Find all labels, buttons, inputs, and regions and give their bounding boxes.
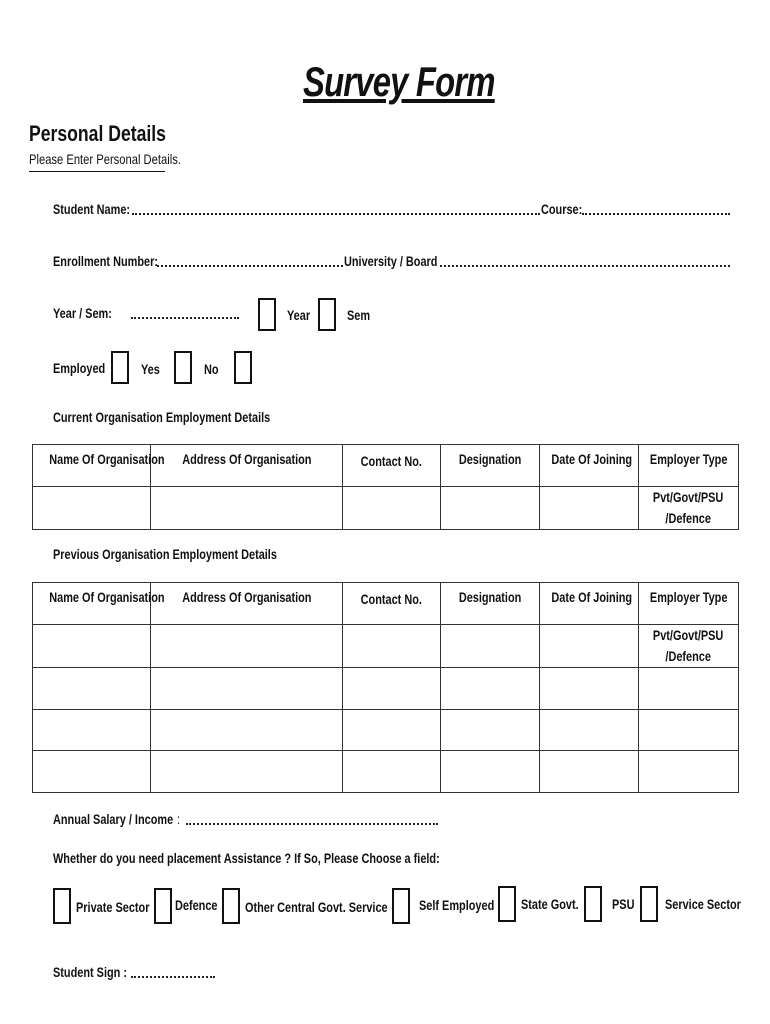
header-date-of-joining: Date Of Joining bbox=[551, 451, 633, 467]
state-govt-checkbox[interactable] bbox=[498, 886, 516, 922]
psu-checkbox[interactable] bbox=[584, 886, 602, 922]
cell-date-of-joining[interactable] bbox=[540, 668, 639, 710]
cell-designation[interactable] bbox=[441, 625, 540, 668]
sem-checkbox[interactable] bbox=[318, 298, 336, 331]
course-field[interactable] bbox=[582, 213, 730, 215]
cell-date-of-joining[interactable] bbox=[540, 710, 639, 751]
table-header-row bbox=[33, 445, 739, 487]
annual-salary-colon: : bbox=[177, 811, 181, 827]
employer-type-value-line2: /Defence bbox=[665, 648, 712, 664]
employer-type-value-line2: /Defence bbox=[665, 510, 712, 526]
annual-salary-field[interactable] bbox=[186, 823, 438, 825]
employed-label: Employed bbox=[53, 360, 106, 376]
self-employed-checkbox[interactable] bbox=[392, 888, 410, 924]
cell-name[interactable] bbox=[33, 710, 151, 751]
header-designation: Designation bbox=[458, 451, 522, 467]
employed-yes-checkbox[interactable] bbox=[111, 351, 129, 384]
service-sector-checkbox[interactable] bbox=[640, 886, 658, 922]
cell-employer-type[interactable] bbox=[639, 625, 739, 668]
self-employed-label: Self Employed bbox=[419, 897, 495, 913]
table-header-row bbox=[33, 583, 739, 625]
header-designation: Designation bbox=[458, 589, 522, 605]
previous-employment-table bbox=[32, 582, 739, 793]
cell-date-of-joining[interactable] bbox=[540, 487, 639, 530]
page-title: Survey Form bbox=[303, 58, 495, 105]
year-sem-label: Year / Sem: bbox=[53, 305, 112, 321]
table-row bbox=[33, 625, 739, 668]
service-sector-label: Service Sector bbox=[665, 896, 741, 912]
cell-designation[interactable] bbox=[441, 668, 540, 710]
header-contact-no: Contact No. bbox=[360, 453, 423, 469]
section-subheading-personal: Please Enter Personal Details. bbox=[29, 151, 181, 167]
header-name-of-organisation: Name Of Organisation bbox=[49, 589, 165, 605]
cell-address[interactable] bbox=[151, 487, 343, 530]
private-sector-checkbox[interactable] bbox=[53, 888, 71, 924]
table-row bbox=[33, 751, 739, 793]
cell-designation[interactable] bbox=[441, 487, 540, 530]
header-address-of-organisation: Address Of Organisation bbox=[181, 451, 312, 467]
table-row bbox=[33, 668, 739, 710]
header-name-of-organisation: Name Of Organisation bbox=[49, 451, 165, 467]
no-label: No bbox=[204, 361, 219, 377]
student-sign-label: Student Sign : bbox=[53, 964, 128, 980]
student-name-label: Student Name: bbox=[53, 201, 131, 217]
header-employer-type: Employer Type bbox=[649, 589, 728, 605]
table-row bbox=[33, 487, 739, 530]
other-central-govt-checkbox[interactable] bbox=[222, 888, 240, 924]
cell-name[interactable] bbox=[33, 625, 151, 668]
enrollment-label: Enrollment Number: bbox=[53, 253, 158, 269]
current-employment-heading: Current Organisation Employment Details bbox=[53, 409, 271, 425]
state-govt-label: State Govt. bbox=[521, 896, 579, 912]
student-name-field[interactable] bbox=[132, 213, 540, 215]
cell-employer-type[interactable] bbox=[639, 710, 739, 751]
cell-name[interactable] bbox=[33, 668, 151, 710]
enrollment-field[interactable] bbox=[157, 265, 343, 267]
cell-date-of-joining[interactable] bbox=[540, 751, 639, 793]
other-central-govt-label: Other Central Govt. Service bbox=[245, 899, 388, 915]
yes-label: Yes bbox=[141, 361, 160, 377]
cell-contact[interactable] bbox=[343, 710, 441, 751]
cell-employer-type[interactable] bbox=[639, 751, 739, 793]
cell-employer-type[interactable] bbox=[639, 487, 739, 530]
year-checkbox[interactable] bbox=[258, 298, 276, 331]
cell-address[interactable] bbox=[151, 625, 343, 668]
header-contact-no: Contact No. bbox=[360, 591, 423, 607]
cell-address[interactable] bbox=[151, 710, 343, 751]
cell-employer-type[interactable] bbox=[639, 668, 739, 710]
cell-contact[interactable] bbox=[343, 625, 441, 668]
student-sign-field[interactable] bbox=[131, 976, 215, 978]
psu-label: PSU bbox=[612, 896, 635, 912]
annual-salary-label: Annual Salary / Income bbox=[53, 811, 174, 827]
private-sector-label: Private Sector bbox=[76, 899, 150, 915]
table-row bbox=[33, 710, 739, 751]
defence-label: Defence bbox=[175, 897, 218, 913]
employed-extra-checkbox[interactable] bbox=[234, 351, 252, 384]
header-employer-type: Employer Type bbox=[649, 451, 728, 467]
cell-contact[interactable] bbox=[343, 751, 441, 793]
header-date-of-joining: Date Of Joining bbox=[551, 589, 633, 605]
previous-employment-heading: Previous Organisation Employment Details bbox=[53, 546, 277, 562]
cell-designation[interactable] bbox=[441, 710, 540, 751]
cell-contact[interactable] bbox=[343, 668, 441, 710]
section-heading-personal: Personal Details bbox=[29, 121, 166, 146]
course-label: Course: bbox=[541, 201, 583, 217]
defence-checkbox[interactable] bbox=[154, 888, 172, 924]
employer-type-value-line1: Pvt/Govt/PSU bbox=[653, 627, 724, 643]
subheading-underline bbox=[29, 171, 165, 172]
university-field[interactable] bbox=[440, 265, 730, 267]
header-address-of-organisation: Address Of Organisation bbox=[181, 589, 312, 605]
year-option-label: Year bbox=[287, 307, 311, 323]
year-sem-field[interactable] bbox=[131, 317, 239, 319]
cell-contact[interactable] bbox=[343, 487, 441, 530]
cell-name[interactable] bbox=[33, 751, 151, 793]
cell-designation[interactable] bbox=[441, 751, 540, 793]
cell-address[interactable] bbox=[151, 751, 343, 793]
cell-address[interactable] bbox=[151, 668, 343, 710]
current-employment-table bbox=[32, 444, 739, 530]
cell-name[interactable] bbox=[33, 487, 151, 530]
placement-question: Whether do you need placement Assistance ? If So, Please Choose a field: bbox=[53, 850, 440, 866]
employer-type-value-line1: Pvt/Govt/PSU bbox=[653, 489, 724, 505]
sem-option-label: Sem bbox=[347, 307, 371, 323]
cell-date-of-joining[interactable] bbox=[540, 625, 639, 668]
employed-no-checkbox[interactable] bbox=[174, 351, 192, 384]
university-label: University / Board bbox=[344, 253, 438, 269]
